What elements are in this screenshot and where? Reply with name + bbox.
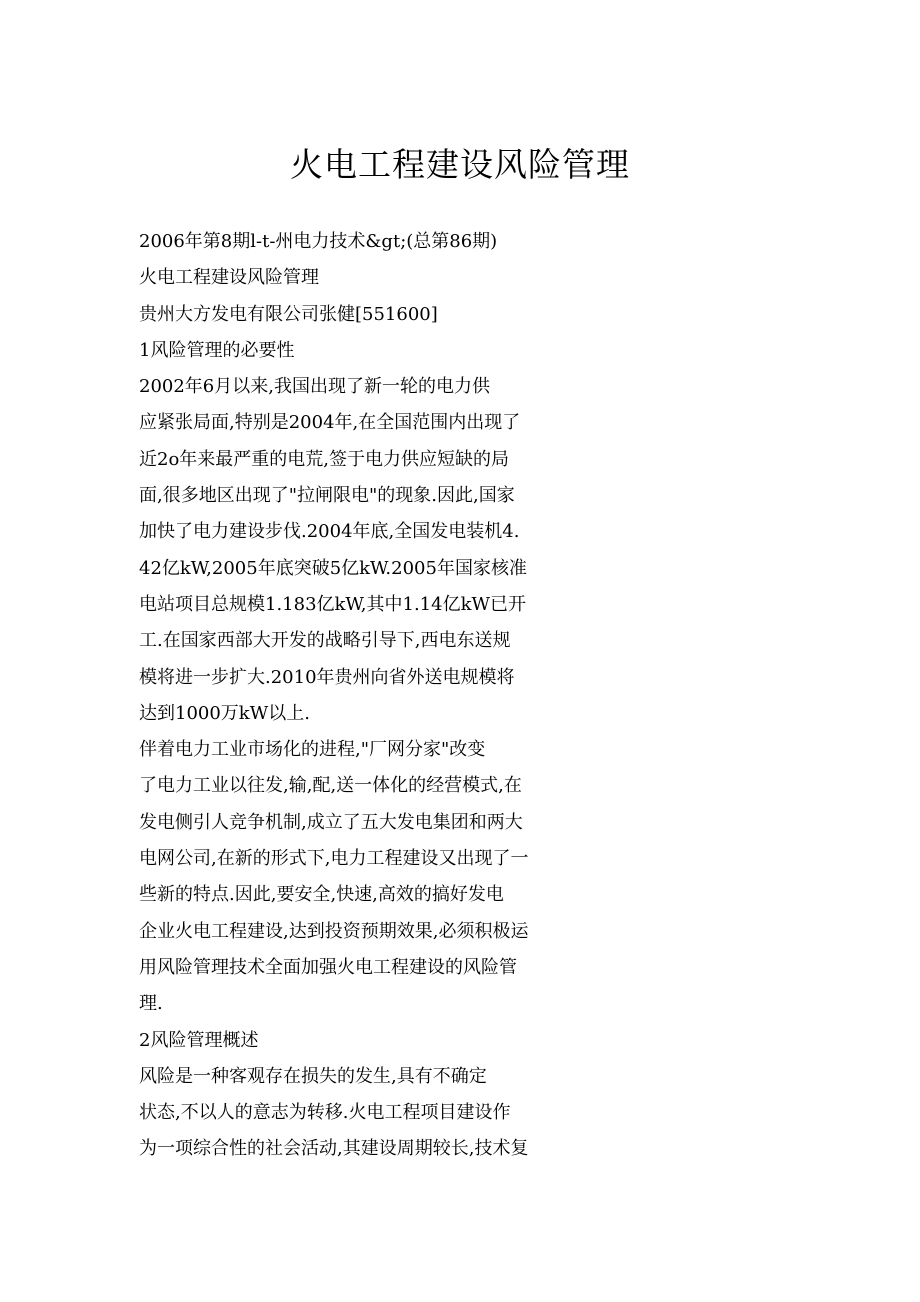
text-line: 贵州大方发电有限公司张健[551600] <box>139 303 438 325</box>
document-title: 火电工程建设风险管理 <box>290 145 630 184</box>
text-line: 发电侧引人竞争机制,成立了五大发电集团和两大 <box>139 811 523 833</box>
text-line: 电站项目总规模1.183亿kW,其中1.14亿kW已开 <box>139 593 526 615</box>
text-line: 42亿kW,2005年底突破5亿kW.2005年国家核准 <box>139 557 527 579</box>
section-heading: 2风险管理概述 <box>139 1029 259 1051</box>
text-line: 近2o年来最严重的电荒,签于电力供应短缺的局 <box>139 448 510 470</box>
text-line: 些新的特点.因此,要安全,快速,高效的搞好发电 <box>139 884 504 906</box>
text-line: 用风险管理技术全面加强火电工程建设的风险管 <box>139 956 517 978</box>
text-line: 电网公司,在新的形式下,电力工程建设又出现了一 <box>139 848 529 870</box>
text-line: 理. <box>139 993 163 1015</box>
text-line: 状态,不以人的意志为转移.火电工程项目建设作 <box>139 1102 511 1124</box>
section-heading: 1风险管理的必要性 <box>139 339 295 361</box>
text-line: 为一项综合性的社会活动,其建设周期较长,技术复 <box>139 1138 529 1160</box>
text-line: 应紧张局面,特别是2004年,在全国范围内出现了 <box>139 412 521 434</box>
document-body <box>139 224 579 1168</box>
text-line: 模将进一步扩大.2010年贵州向省外送电规模将 <box>139 666 515 688</box>
text-line: 了电力工业以往发,输,配,送一体化的经营模式,在 <box>139 775 522 797</box>
text-line: 2006年第8期l-t-州电力技术&gt;(总第86期) <box>139 231 498 252</box>
text-line: 伴着电力工业市场化的进程,"厂网分家"改变 <box>139 739 486 761</box>
text-line: 2002年6月以来,我国出现了新一轮的电力供 <box>139 376 490 398</box>
text-line: 加快了电力建设步伐.2004年底,全国发电装机4. <box>139 521 520 543</box>
text-line: 火电工程建设风险管理 <box>139 267 319 289</box>
text-line: 达到1000万kW以上. <box>139 702 310 724</box>
text-line: 风险是一种客观存在损失的发生,具有不确定 <box>139 1065 487 1087</box>
text-line: 面,很多地区出现了"拉闸限电"的现象.因此,国家 <box>139 485 515 507</box>
text-line: 企业火电工程建设,达到投资预期效果,必须积极运 <box>139 920 529 942</box>
text-line: 工.在国家西部大开发的战略引导下,西电东送规 <box>139 630 511 652</box>
